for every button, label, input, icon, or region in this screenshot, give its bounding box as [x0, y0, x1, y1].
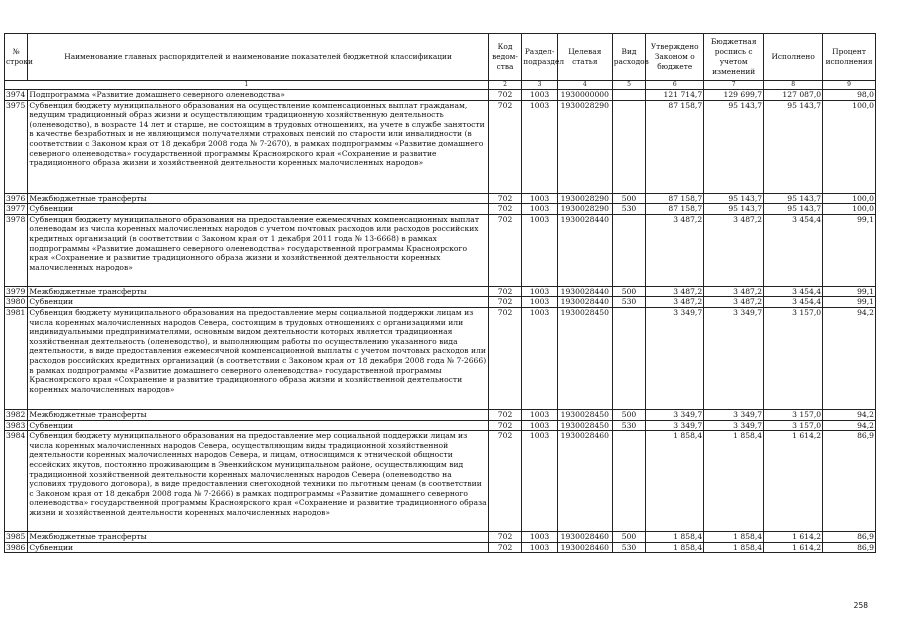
row-number: 3976: [5, 193, 28, 204]
row-dept-code: 702: [488, 409, 522, 420]
row-percent: 98,0: [823, 90, 876, 101]
column-number: 3: [522, 81, 558, 90]
row-percent: 100,0: [823, 204, 876, 215]
row-name: Межбюджетные трансферты: [28, 286, 488, 297]
row-target-article: 1930028450: [557, 307, 612, 409]
row-section: 1003: [522, 100, 558, 193]
row-section: 1003: [522, 90, 558, 101]
row-expense-type: [612, 90, 646, 101]
row-percent: 94,2: [823, 409, 876, 420]
row-executed: 3 157,0: [764, 307, 823, 409]
table-row: [5, 214, 876, 286]
row-approved: 3 349,7: [646, 420, 704, 431]
row-number: 3985: [5, 532, 28, 543]
row-percent: 99,1: [823, 214, 876, 286]
row-percent: 94,2: [823, 420, 876, 431]
row-percent: 99,1: [823, 297, 876, 308]
row-executed: 3 157,0: [764, 420, 823, 431]
row-expense-type: 530: [612, 204, 646, 215]
table-row: [5, 542, 876, 553]
header-expense-type: Вид расходов: [612, 34, 646, 81]
row-name: Субвенция бюджету муниципального образования на предоставление меры социальной поддержки лицам из числа коренных малочисленных народов Севера, состоящим в трудовых отношениях с организациями или индивидуальными предпринимателями, основным видом деятельности которых является традиционная хозяйственная деятельность (оленеводство), и выполняющим работы по осуществлению указанного вида деятельности, в виде предоставления ежемесячной компенсационной выплаты с учетом почтовых расходов или расходов российских кредитных организаций (в соответствии с Законом края от 18 декабря 2008 года № 7-2666) в рамках подпрограммы «Развитие домашнего северного оленеводства» государственной программы Красноярского края «Сохранение и развитие традиционного образа жизни и хозяйственной деятельности коренных малочисленных народов»: [28, 307, 488, 409]
row-approved: 87 158,7: [646, 100, 704, 193]
row-target-article: 1930028290: [557, 193, 612, 204]
row-approved: 3 349,7: [646, 409, 704, 420]
row-dept-code: 702: [488, 100, 522, 193]
header-target-article: Целевая статья: [557, 34, 612, 81]
row-budget-list: 3 349,7: [704, 307, 764, 409]
row-target-article: 1930028440: [557, 214, 612, 286]
row-percent: 86,9: [823, 532, 876, 543]
row-percent: 94,2: [823, 307, 876, 409]
row-name: Субвенция бюджету муниципального образования на предоставление ежемесячных компенсационных выплат оленеводам из числа коренных малочисленных народов с учетом почтовых расходов или расходов российских кредитных организаций (в соответствии с Законом края от 1 декабря 2011 года № 13-6668) в рамках подпрограммы «Развитие домашнего северного оленеводства» государственной программы Красноярского края «Сохранение и развитие традиционного образа жизни и хозяйственной деятельности коренных малочисленных народов»: [28, 214, 488, 286]
row-name: Субвенции: [28, 297, 488, 308]
column-number: 4: [557, 81, 612, 90]
row-number: 3984: [5, 431, 28, 532]
row-target-article: 1930028450: [557, 420, 612, 431]
row-section: 1003: [522, 214, 558, 286]
row-dept-code: 702: [488, 214, 522, 286]
row-expense-type: 500: [612, 409, 646, 420]
table-row: [5, 409, 876, 420]
row-target-article: 1930028460: [557, 542, 612, 553]
row-expense-type: [612, 100, 646, 193]
row-approved: 3 487,2: [646, 214, 704, 286]
row-target-article: 1930028460: [557, 532, 612, 543]
row-budget-list: 95 143,7: [704, 193, 764, 204]
row-budget-list: 1 858,4: [704, 431, 764, 532]
row-approved: 87 158,7: [646, 193, 704, 204]
row-expense-type: 530: [612, 420, 646, 431]
row-section: 1003: [522, 204, 558, 215]
row-target-article: 1930000000: [557, 90, 612, 101]
row-section: 1003: [522, 307, 558, 409]
row-dept-code: 702: [488, 431, 522, 532]
row-number: 3978: [5, 214, 28, 286]
row-budget-list: 95 143,7: [704, 204, 764, 215]
header-executed: Исполнено: [764, 34, 823, 81]
table-body: [5, 90, 876, 553]
page-number: 258: [853, 601, 868, 610]
row-dept-code: 702: [488, 420, 522, 431]
table-row: [5, 420, 876, 431]
row-budget-list: 3 487,2: [704, 286, 764, 297]
budget-table: [4, 33, 876, 553]
header-row-no: № строки: [5, 34, 28, 81]
row-number: 3975: [5, 100, 28, 193]
row-number: 3979: [5, 286, 28, 297]
row-name: Субвенции: [28, 204, 488, 215]
row-section: 1003: [522, 532, 558, 543]
row-executed: 3 454,4: [764, 214, 823, 286]
row-dept-code: 702: [488, 204, 522, 215]
header-section: Раздел-подраздел: [522, 34, 558, 81]
row-approved: 1 858,4: [646, 542, 704, 553]
row-name: Межбюджетные трансферты: [28, 193, 488, 204]
row-name: Субвенция бюджету муниципального образования на предоставление мер социальной поддержки лицам из числа коренных малочисленных народов Севера, осуществляющим виды традиционной хозяйственной деятельности коренных малочисленных народов Севера, и лицам, относящимся к этнической общности ессейских якутов, постоянно проживающим в Эвенкийском муниципальном районе, осуществляющим вид традиционной хозяйственной деятельности коренных малочисленных народов Севера (оленеводство на условиях трудового договора), в виде предоставления снегоходной техники по льготным ценам (в соответствии с Законом края от 18 декабря 2008 года № 7-2666) в рамках подпрограммы «Развитие домашнего северного оленеводства» государственной программы Красноярского края «Сохранение и развитие традиционного образа жизни и хозяйственной деятельности коренных малочисленных народов»: [28, 431, 488, 532]
table-row: [5, 297, 876, 308]
table-row: [5, 307, 876, 409]
row-section: 1003: [522, 193, 558, 204]
row-dept-code: 702: [488, 307, 522, 409]
row-approved: 87 158,7: [646, 204, 704, 215]
row-approved: 121 714,7: [646, 90, 704, 101]
table-row: [5, 286, 876, 297]
row-target-article: 1930028450: [557, 409, 612, 420]
table-row: [5, 204, 876, 215]
row-name: Межбюджетные трансферты: [28, 409, 488, 420]
row-expense-type: 500: [612, 193, 646, 204]
column-number-row: [5, 81, 876, 90]
row-percent: 99,1: [823, 286, 876, 297]
column-number: 1: [5, 81, 489, 90]
row-approved: 3 487,2: [646, 297, 704, 308]
row-executed: 95 143,7: [764, 204, 823, 215]
row-dept-code: 702: [488, 542, 522, 553]
row-executed: 1 614,2: [764, 542, 823, 553]
row-budget-list: 95 143,7: [704, 100, 764, 193]
row-percent: 86,9: [823, 542, 876, 553]
row-percent: 100,0: [823, 193, 876, 204]
row-expense-type: 530: [612, 297, 646, 308]
table-row: [5, 193, 876, 204]
row-budget-list: 129 699,7: [704, 90, 764, 101]
row-section: 1003: [522, 420, 558, 431]
table-row: [5, 100, 876, 193]
row-executed: 95 143,7: [764, 100, 823, 193]
row-section: 1003: [522, 297, 558, 308]
row-executed: 127 087,0: [764, 90, 823, 101]
row-budget-list: 3 487,2: [704, 214, 764, 286]
row-budget-list: 3 349,7: [704, 420, 764, 431]
row-section: 1003: [522, 286, 558, 297]
row-approved: 1 858,4: [646, 532, 704, 543]
row-dept-code: 702: [488, 286, 522, 297]
row-number: 3974: [5, 90, 28, 101]
row-target-article: 1930028440: [557, 297, 612, 308]
row-percent: 86,9: [823, 431, 876, 532]
row-target-article: 1930028290: [557, 100, 612, 193]
row-executed: 1 614,2: [764, 431, 823, 532]
row-approved: 3 487,2: [646, 286, 704, 297]
column-number: 6: [646, 81, 704, 90]
row-expense-type: [612, 431, 646, 532]
row-executed: 3 454,4: [764, 286, 823, 297]
row-expense-type: 530: [612, 542, 646, 553]
header-name: Наименование главных распорядителей и наименование показателей бюджетной классификации: [28, 34, 488, 81]
row-dept-code: 702: [488, 193, 522, 204]
header-budget-list: Бюджетная роспись с учетом изменений: [704, 34, 764, 81]
column-number: 7: [704, 81, 764, 90]
row-percent: 100,0: [823, 100, 876, 193]
row-executed: 3 157,0: [764, 409, 823, 420]
row-budget-list: 3 487,2: [704, 297, 764, 308]
row-target-article: 1930028440: [557, 286, 612, 297]
row-number: 3981: [5, 307, 28, 409]
header-dept-code: Код ведом-ства: [488, 34, 522, 81]
row-name: Субвенции: [28, 420, 488, 431]
row-expense-type: 500: [612, 286, 646, 297]
header-percent: Процент исполнения: [823, 34, 876, 81]
header-approved: Утверждено Законом о бюджете: [646, 34, 704, 81]
column-number: 8: [764, 81, 823, 90]
row-budget-list: 1 858,4: [704, 542, 764, 553]
column-number: 2: [488, 81, 522, 90]
row-budget-list: 1 858,4: [704, 532, 764, 543]
row-section: 1003: [522, 409, 558, 420]
row-number: 3983: [5, 420, 28, 431]
row-budget-list: 3 349,7: [704, 409, 764, 420]
row-expense-type: [612, 307, 646, 409]
table-row: [5, 532, 876, 543]
row-expense-type: [612, 214, 646, 286]
row-section: 1003: [522, 431, 558, 532]
row-executed: 3 454,4: [764, 297, 823, 308]
column-number: 9: [823, 81, 876, 90]
row-executed: 95 143,7: [764, 193, 823, 204]
row-name: Субвенции: [28, 542, 488, 553]
row-number: 3982: [5, 409, 28, 420]
row-number: 3980: [5, 297, 28, 308]
table-header: [5, 34, 876, 90]
row-approved: 1 858,4: [646, 431, 704, 532]
row-number: 3986: [5, 542, 28, 553]
table-row: [5, 431, 876, 532]
row-target-article: 1930028290: [557, 204, 612, 215]
row-dept-code: 702: [488, 532, 522, 543]
row-number: 3977: [5, 204, 28, 215]
column-number: 5: [612, 81, 646, 90]
row-dept-code: 702: [488, 90, 522, 101]
table-row: [5, 90, 876, 101]
row-dept-code: 702: [488, 297, 522, 308]
row-approved: 3 349,7: [646, 307, 704, 409]
row-name: Субвенция бюджету муниципального образования на осуществление компенсационных выплат гражданам, ведущим традиционный образ жизни и осуществляющим традиционную хозяйственную деятельность (оленеводство), в возрасте 14 лет и старше, не состоящим в трудовых отношениях, на учете в службе занятости в качестве безработных и не являющимся получателями страховых пенсий по старости или инвалидности (в соответствии с Законом края от 18 декабря 2008 года № 7-2670), в рамках подпрограммы «Развитие домашнего северного оленеводства» государственной программы Красноярского края «Сохранение и развитие традиционного образа жизни и хозяйственной деятельности коренных малочисленных народов»: [28, 100, 488, 193]
row-target-article: 1930028460: [557, 431, 612, 532]
row-executed: 1 614,2: [764, 532, 823, 543]
row-name: Межбюджетные трансферты: [28, 532, 488, 543]
row-name: Подпрограмма «Развитие домашнего северного оленеводства»: [28, 90, 488, 101]
row-expense-type: 500: [612, 532, 646, 543]
row-section: 1003: [522, 542, 558, 553]
